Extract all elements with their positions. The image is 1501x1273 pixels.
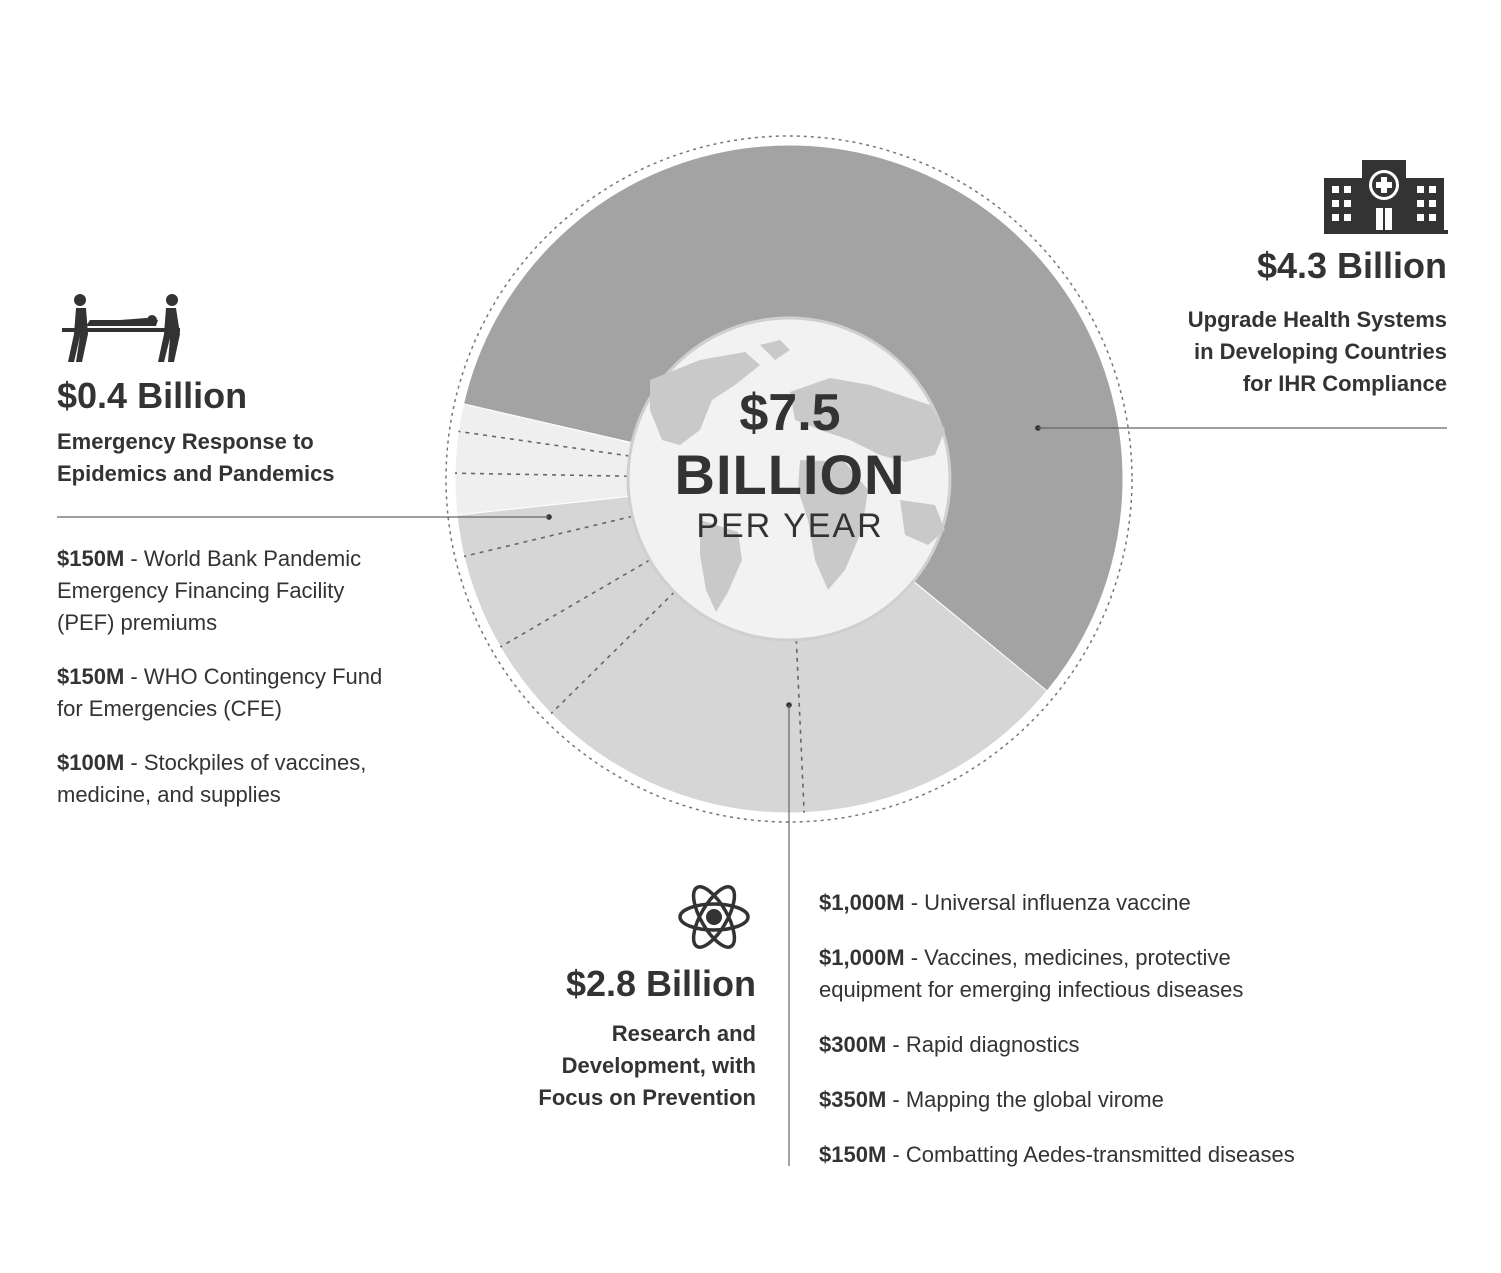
center-unit: BILLION — [674, 443, 906, 506]
stretcher-icon — [60, 292, 184, 364]
center-period: PER YEAR — [696, 507, 884, 545]
rnd-desc-line: Development, with — [561, 1053, 756, 1078]
health-amount: $4.3 Billion — [1256, 245, 1447, 286]
emergency-desc-line: Emergency Response to — [57, 429, 314, 454]
rnd-item: $1,000M - Universal influenza vaccine — [819, 890, 1191, 915]
emergency-amount: $0.4 Billion — [57, 375, 248, 416]
emergency-items — [57, 543, 402, 811]
emergency-item: $150M - WHO Contingency Fund for Emergencies (CFE) — [57, 664, 383, 721]
health-desc-line: in Developing Countries — [1193, 339, 1447, 364]
rnd-item: $300M - Rapid diagnostics — [819, 1032, 1080, 1057]
rnd-items — [819, 887, 1295, 1171]
emergency-item: $150M - World Bank Pandemic Emergency Financing Facility (PEF) premiums — [57, 546, 362, 635]
rnd-item: $150M - Combatting Aedes-transmitted diseases — [819, 1142, 1295, 1167]
atom-icon — [676, 876, 752, 958]
rnd-amount: $2.8 Billion — [565, 963, 756, 1004]
emergency-desc-line: Epidemics and Pandemics — [57, 461, 335, 486]
rnd-desc-line: Research and — [611, 1021, 756, 1046]
center-total — [640, 382, 940, 546]
emergency-item: $100M - Stockpiles of vaccines, medicine, and supplies — [57, 750, 367, 807]
rnd-desc-line: Focus on Prevention — [538, 1085, 756, 1110]
rnd-item: $350M - Mapping the global virome — [819, 1087, 1164, 1112]
hospital-icon — [1324, 160, 1448, 236]
health-block — [1100, 246, 1447, 400]
emergency-block — [57, 376, 477, 490]
rnd-block — [456, 964, 756, 1114]
health-desc-line: Upgrade Health Systems — [1187, 307, 1447, 332]
rnd-item: $1,000M - Vaccines, medicines, protective equipment for emerging infectious diseases — [819, 945, 1244, 1002]
health-desc-line: for IHR Compliance — [1242, 371, 1447, 396]
center-amount: $7.5 — [739, 384, 841, 442]
